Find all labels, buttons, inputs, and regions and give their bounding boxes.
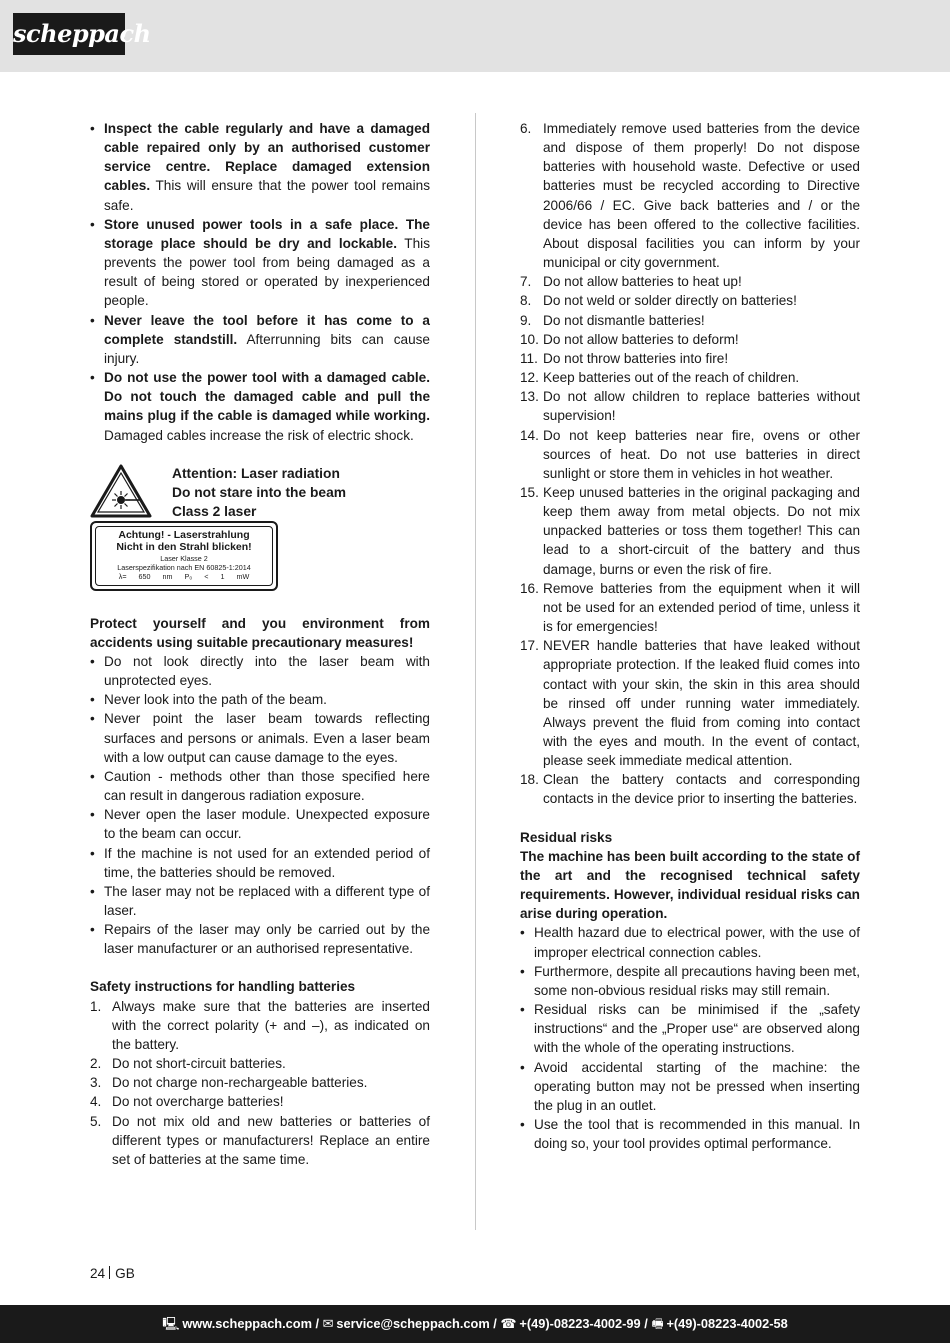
list-item: 17. NEVER handle batteries that have leaked without appropriate protection. If the leaked fluid comes into contact with your skin, the skin in this area should be rinsed off under running water immediately. Always prevent the fluid from coming into contact with the eyes and mouth. In the event of contact, please seek immediate medical attention. [520,638,860,769]
list-item: 8. Do not weld or solder directly on batteries! [520,293,797,309]
list-item: • Inspect the cable regularly and have a damaged cable repaired only by an authorised customer service centre. Replace damaged extension cables. This will ensure that the power tool remains safe. [90,121,430,213]
page-footer [0,1305,950,1343]
protect-heading: Protect yourself and you environment from accidents using suitable precautionary measures! [90,615,430,650]
list-item: 10. Do not allow batteries to deform! [520,331,739,347]
fax-icon: 🖷︎ [651,1316,664,1331]
residual-risks-intro: The machine has been built according to the state of the art and the recognised technical safety requirements. However, individual residual risks can arise during operation. [520,848,860,922]
list-item: 9. Do not dismantle batteries! [520,312,705,328]
list-item: • If the machine is not used for an extended period of time, the batteries should be removed. [90,845,430,880]
list-item: 3. Do not charge non-rechargeable batteries. [90,1075,368,1091]
laser-precaution-list [90,652,430,959]
list-item: • Residual risks can be minimised if the „safety instructions“ and the „Proper use“ are observed along with the whole of the operating instructions. [520,1002,860,1056]
list-item: • The laser may not be replaced with a different type of laser. [90,883,430,918]
right-column [520,119,860,1153]
residual-risks-list [520,923,860,1153]
residual-risks-heading: Residual risks [520,829,613,845]
battery-instructions-list-left [90,997,430,1169]
phone-icon: ☎︎ [500,1316,517,1331]
list-item: 11. Do not throw batteries into fire! [520,350,729,366]
list-item: 6. Immediately remove used batteries from the device and dispose of them properly! Do not dispose batteries with household waste. Defective or used batteries must be recycled according to Directive 2006/66 / EC. Give back batteries and / or the device has been offered to the collective facilities. About disposal facilities you can inform by your municipal or city government. [520,121,860,271]
page-number: 24 GB [90,1266,135,1281]
list-item: 18. Clean the battery contacts and corresponding contacts in the device prior to inserting the batteries. [520,772,860,807]
list-item: 2. Do not short-circuit batteries. [90,1056,286,1072]
list-item: 14. Do not keep batteries near fire, ovens or other sources of heat. Do not use batteries in direct sunlight or store them in vehicles in hot weather. [520,427,860,481]
list-item: • Never point the laser beam towards reflecting surfaces and persons or animals. Even a laser beam with a low output can cause damage to the eyes. [90,711,430,765]
mail-icon: ✉︎ [322,1316,334,1331]
laser-warning-icon [90,464,152,518]
column-divider [475,113,476,1230]
list-item: 12. Keep batteries out of the reach of children. [520,370,800,386]
list-item: • Furthermore, despite all precautions having been met, some non-obvious residual risks may still remain. [520,963,860,998]
email-link[interactable]: service@scheppach.com / [336,1316,497,1331]
safety-bullet-list [90,119,430,445]
laser-warning-block [90,464,430,614]
battery-instructions-list-right [520,119,860,809]
list-item: 4. Do not overcharge batteries! [90,1094,284,1110]
list-item: 15. Keep unused batteries in the original packaging and keep them away from metal objects. Do not mix unpacked batteries or toss them together! This can lead to a short-circuit of the battery and thus damage, burns or even the risk of fire. [520,484,860,577]
laser-warning-text: Attention: Laser radiation Do not stare into the beam Class 2 laser [172,465,347,520]
list-item: 16. Remove batteries from the equipment when it will not be used for an extended period of time, unless it is for emergencies! [520,580,860,635]
list-item: • Health hazard due to electrical power, with the use of improper electrical connection cables. [520,925,860,960]
list-item: • Use the tool that is recommended in this manual. In doing so, your tool provides optimal performance. [520,1116,860,1152]
website-link[interactable]: www.scheppach.com / [182,1316,320,1331]
battery-safety-heading: Safety instructions for handling batteries [90,979,356,995]
list-item: • Never look into the path of the beam. [90,692,327,708]
list-item: • Do not use the power tool with a damaged cable. Do not touch the damaged cable and pull the mains plug if the cable is damaged while working. Damaged cables increase the risk of electric shock. [90,370,430,443]
list-item: • Store unused power tools in a safe place. The storage place should be dry and lockable. This prevents the power tool from being damaged as a result of being stored or operated by inexperienced people. [90,216,430,309]
fax-number: +(49)-08223-4002-58 [666,1316,788,1331]
left-column [90,119,430,1169]
list-item: 13. Do not allow children to replace batteries without supervision! [520,389,860,424]
scheppach-logo: scheppach [13,13,125,55]
list-item: • Never leave the tool before it has come to a complete standstill. Afterrunning bits can cause injury. [90,312,430,366]
list-item: • Repairs of the laser may only be carried out by the laser manufacturer or an authorised representative. [90,922,430,957]
computer-icon: 🖳︎ [162,1316,180,1331]
phone-number: +(49)-08223-4002-99 / [519,1316,648,1331]
list-item: 1. Always make sure that the batteries are inserted with the correct polarity (+ and –), as indicated on the battery. [90,998,430,1052]
list-item: • Do not look directly into the laser beam with unprotected eyes. [90,653,430,689]
laser-class-label: Achtung! - Laserstrahlung Nicht in den Strahl blicken! Laser Klasse 2 Laserspezifikation nach EN 60825-1:2014 λ= 650 nm P₀ < 1 mW [90,521,278,591]
list-item: • Never open the laser module. Unexpected exposure to the beam can occur. [90,807,430,842]
page-header [0,0,950,72]
list-item: 5. Do not mix old and new batteries or batteries of different types or manufacturers! Replace an entire set of batteries at the same time. [90,1113,430,1167]
list-item: • Caution - methods other than those specified here can result in dangerous radiation exposure. [90,768,430,804]
list-item: • Avoid accidental starting of the machine: the operating button may not be pressed when inserting the plug in an outlet. [520,1059,860,1113]
list-item: 7. Do not allow batteries to heat up! [520,274,742,290]
